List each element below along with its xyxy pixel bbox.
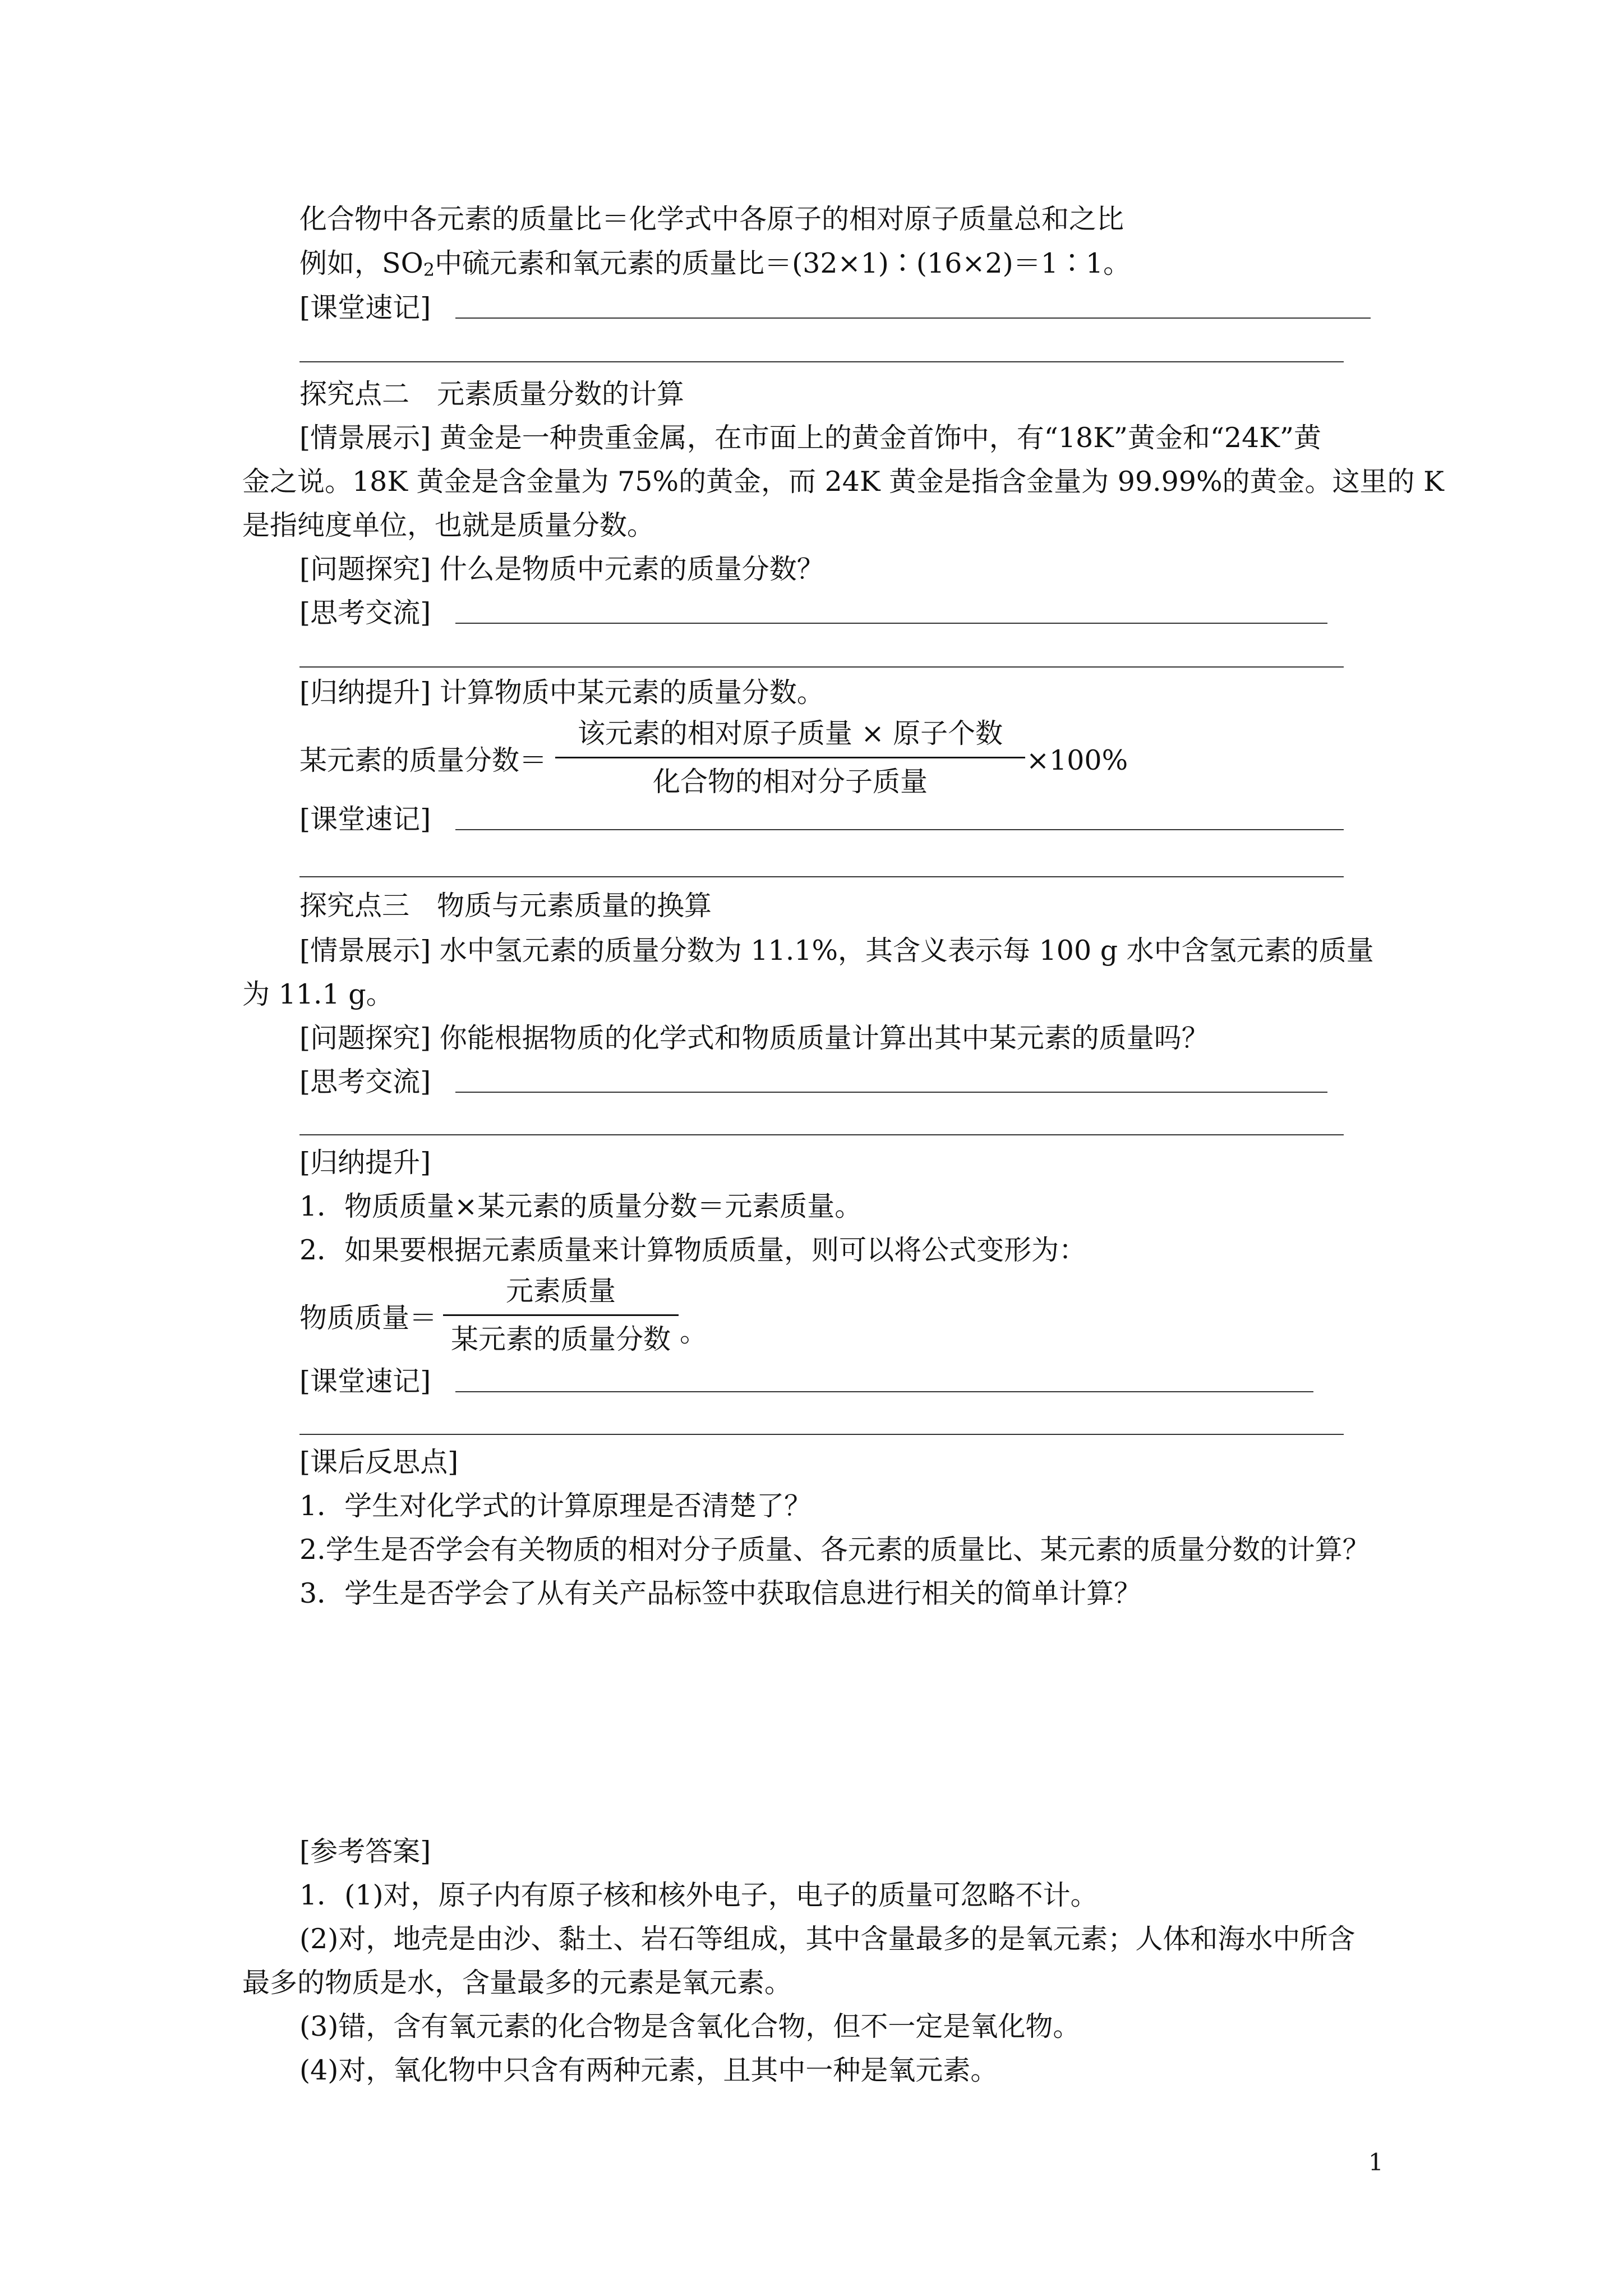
section3-point1: 1．物质质量×某元素的质量分数＝元素质量。 bbox=[299, 1190, 863, 1222]
formula1-tail: ×100% bbox=[1026, 744, 1128, 776]
think-line-3b[interactable] bbox=[299, 1134, 1344, 1135]
formula2-tail: 。 bbox=[680, 1316, 708, 1348]
notes-line-2a[interactable] bbox=[455, 829, 1344, 830]
section2-scenario-line3: 是指纯度单位，也就是质量分数。 bbox=[242, 509, 655, 541]
notes-line-1b[interactable] bbox=[299, 361, 1344, 362]
example-prefix: 例如，SO bbox=[299, 247, 423, 279]
answer-3: (3)错，含有氧元素的化合物是含氧化合物，但不一定是氧化物。 bbox=[299, 2010, 1081, 2042]
section2-scenario-line2: 金之说。18K 黄金是含金量为 75%的黄金，而 24K 黄金是指含金量为 99.99%的黄金。这里的 K bbox=[242, 466, 1444, 498]
notes-line-2b[interactable] bbox=[299, 876, 1344, 877]
notes-label-1: [课堂速记] bbox=[299, 292, 431, 324]
section2-question: [问题探究] 什么是物质中元素的质量分数？ bbox=[299, 553, 824, 585]
section2-summary: [归纳提升] 计算物质中某元素的质量分数。 bbox=[299, 677, 824, 708]
formula2-denominator: 某元素的质量分数 bbox=[450, 1323, 671, 1355]
notes-line-1a[interactable] bbox=[455, 318, 1371, 319]
formula1-fraction-bar bbox=[555, 757, 1025, 758]
example-suffix: 中硫元素和氧元素的质量比＝(32×1)∶(16×2)＝1∶1。 bbox=[435, 247, 1131, 279]
section2-scenario-line1: [情景展示] 黄金是一种贵重金属，在市面上的黄金首饰中，有“18K”黄金和“24K”黄 bbox=[299, 422, 1321, 454]
formula1-lhs: 某元素的质量分数＝ bbox=[299, 744, 547, 776]
answer-4: (4)对，氧化物中只含有两种元素，且其中一种是氧元素。 bbox=[299, 2054, 998, 2086]
notes-label-2: [课堂速记] bbox=[299, 803, 431, 835]
section3-point2: 2．如果要根据元素质量来计算物质质量，则可以将公式变形为： bbox=[299, 1234, 1087, 1266]
formula1-numerator: 该元素的相对原子质量 × 原子个数 bbox=[577, 717, 1003, 749]
answer-1: 1．(1)对，原子内有原子核和核外电子，电子的质量可忽略不计。 bbox=[299, 1879, 1098, 1911]
think-line-3a[interactable] bbox=[455, 1092, 1327, 1093]
think-line-2b[interactable] bbox=[299, 666, 1344, 668]
notes-label-3: [课堂速记] bbox=[299, 1365, 431, 1397]
notes-line-3b[interactable] bbox=[299, 1434, 1344, 1435]
think-label-3: [思考交流] bbox=[299, 1066, 431, 1098]
section3-summary-label: [归纳提升] bbox=[299, 1147, 431, 1179]
section3-question: [问题探究] 你能根据物质的化学式和物质质量计算出其中某元素的质量吗？ bbox=[299, 1022, 1209, 1054]
section3-heading: 探究点三 物质与元素质量的换算 bbox=[299, 890, 712, 922]
formula1-fraction bbox=[555, 717, 1025, 802]
reflection-item: 1．学生对化学式的计算原理是否清楚了？ bbox=[299, 1490, 812, 1522]
formula2-fraction bbox=[443, 1277, 679, 1359]
section2-heading: 探究点二 元素质量分数的计算 bbox=[299, 378, 685, 410]
section3-scenario-line1: [情景展示] 水中氢元素的质量分数为 11.1%，其含义表示每 100 g 水中含氢元素的质量 bbox=[299, 935, 1374, 967]
formula2-numerator: 元素质量 bbox=[505, 1275, 616, 1307]
answer-2-line1: (2)对，地壳是由沙、黏土、岩石等组成，其中含量最多的是氧元素；人体和海水中所含 bbox=[299, 1923, 1355, 1955]
notes-line-3a[interactable] bbox=[455, 1391, 1313, 1392]
reflection-item: 2.学生是否学会有关物质的相对分子质量、各元素的质量比、某元素的质量分数的计算？ bbox=[299, 1534, 1370, 1566]
section3-scenario-line2: 为 11.1 g。 bbox=[242, 978, 394, 1010]
think-line-2a[interactable] bbox=[455, 623, 1327, 624]
formula2-lhs: 物质质量＝ bbox=[299, 1302, 437, 1334]
answer-2-line2: 最多的物质是水，含量最多的元素是氧元素。 bbox=[242, 1967, 792, 1999]
answers-label: [参考答案] bbox=[299, 1835, 431, 1867]
rule-text: 化合物中各元素的质量比＝化学式中各原子的相对原子质量总和之比 bbox=[299, 203, 1124, 235]
example-text bbox=[299, 247, 1131, 280]
page-number: 1 bbox=[1368, 2148, 1384, 2176]
formula2-fraction-bar bbox=[443, 1314, 679, 1316]
reflection-label: [课后反思点] bbox=[299, 1446, 459, 1478]
formula1-denominator: 化合物的相对分子质量 bbox=[652, 766, 928, 798]
think-label-2: [思考交流] bbox=[299, 597, 431, 629]
reflection-item: 3．学生是否学会了从有关产品标签中获取信息进行相关的简单计算？ bbox=[299, 1577, 1142, 1609]
example-subscript: 2 bbox=[423, 259, 435, 280]
